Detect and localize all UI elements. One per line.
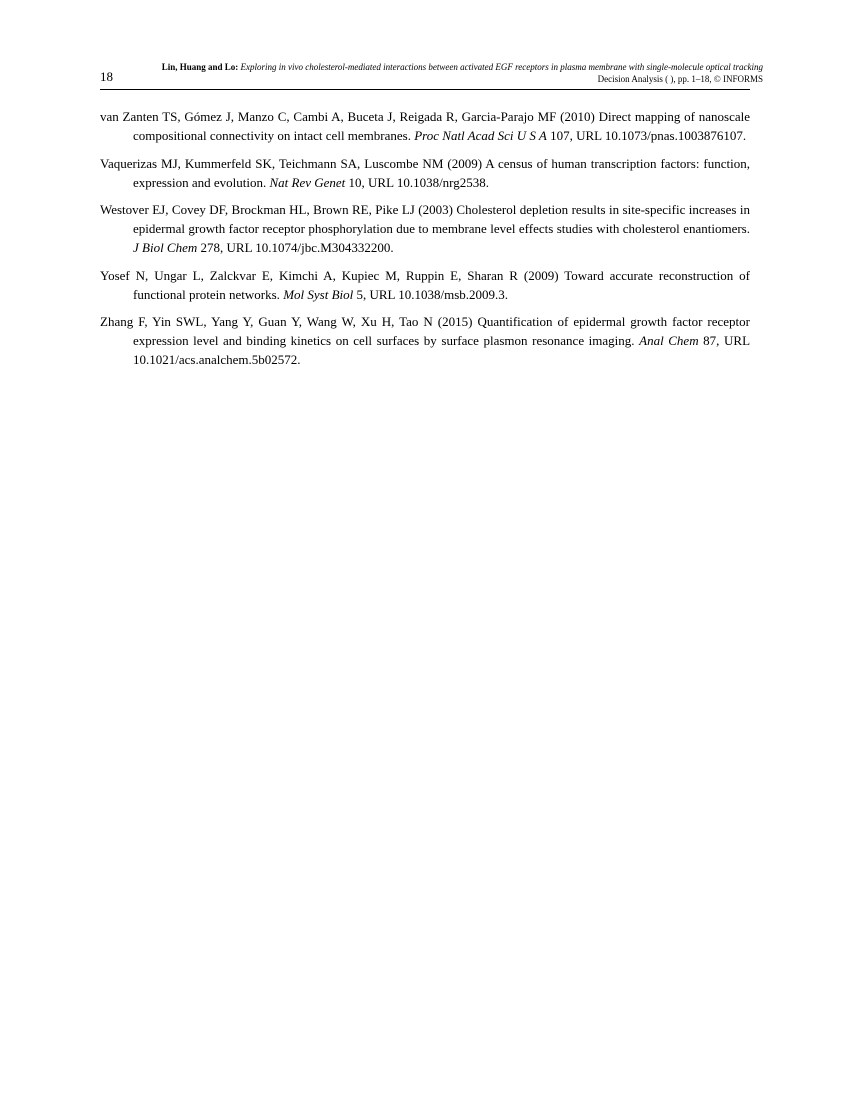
page-number: 18 [100, 69, 113, 84]
reference-entry [100, 200, 750, 257]
reference-entry [100, 107, 750, 145]
reference-entry [100, 312, 750, 369]
reference-journal: Nat Rev Genet [269, 174, 346, 190]
running-title [162, 62, 763, 73]
running-title-authors: Lin, Huang and Lo: [161, 62, 239, 72]
reference-journal: Anal Chem [639, 333, 699, 348]
reference-text: Zhang F, Yin SWL, Yang Y, Guan Y, Wang W, Xu H, Tao N (2015) Quantification of epidermal growth factor receptor expression level and binding kinetics on cell surfaces by surface plasmon resonance imaging. [100, 314, 750, 348]
reference-details: 278, URL 10.1074/jbc.M304332200. [197, 240, 394, 255]
reference-journal: Mol Syst Biol [283, 286, 354, 302]
reference-entry [100, 154, 750, 192]
reference-details: 87, URL 10.1021/acs.analchem.5b02572. [133, 333, 751, 367]
page-header [100, 62, 763, 90]
reference-text: Westover EJ, Covey DF, Brockman HL, Brown RE, Pike LJ (2003) Cholesterol depletion results in site-specific increases in epidermal growth factor receptor phosphorylation due to membrane level effects studies with cholesterol enantiomers. [100, 202, 750, 236]
reference-list [100, 107, 750, 378]
reference-entry [100, 266, 750, 304]
journal-info: Decision Analysis ( ), pp. 1–18, © INFORMS [597, 74, 763, 84]
reference-text: Vaquerizas MJ, Kummerfeld SK, Teichmann SA, Luscombe NM (2009) A census of human transcription factors: function, expression and evolution. [100, 155, 750, 190]
reference-text: van Zanten TS, Gómez J, Manzo C, Cambi A, Buceta J, Reigada R, Garcia-Parajo MF (2010) Direct mapping of nanoscale compositional connectivity on intact cell membranes. [100, 109, 750, 143]
reference-journal: J Biol Chem [133, 240, 198, 255]
reference-details: 107, URL 10.1073/pnas.1003876107. [546, 128, 747, 143]
running-title-text: Exploring in vivo cholesterol-mediated interactions between activated EGF receptors in plasma membrane with single-molecule optical tracking [240, 62, 763, 72]
reference-text: Yosef N, Ungar L, Zalckvar E, Kimchi A, Kupiec M, Ruppin E, Sharan R (2009) Toward accurate reconstruction of functional protein networks. [100, 267, 750, 302]
reference-details: 10, URL 10.1038/nrg2538. [345, 174, 490, 190]
reference-journal: Proc Natl Acad Sci U S A [414, 128, 547, 143]
reference-details: 5, URL 10.1038/msb.2009.3. [353, 286, 509, 302]
